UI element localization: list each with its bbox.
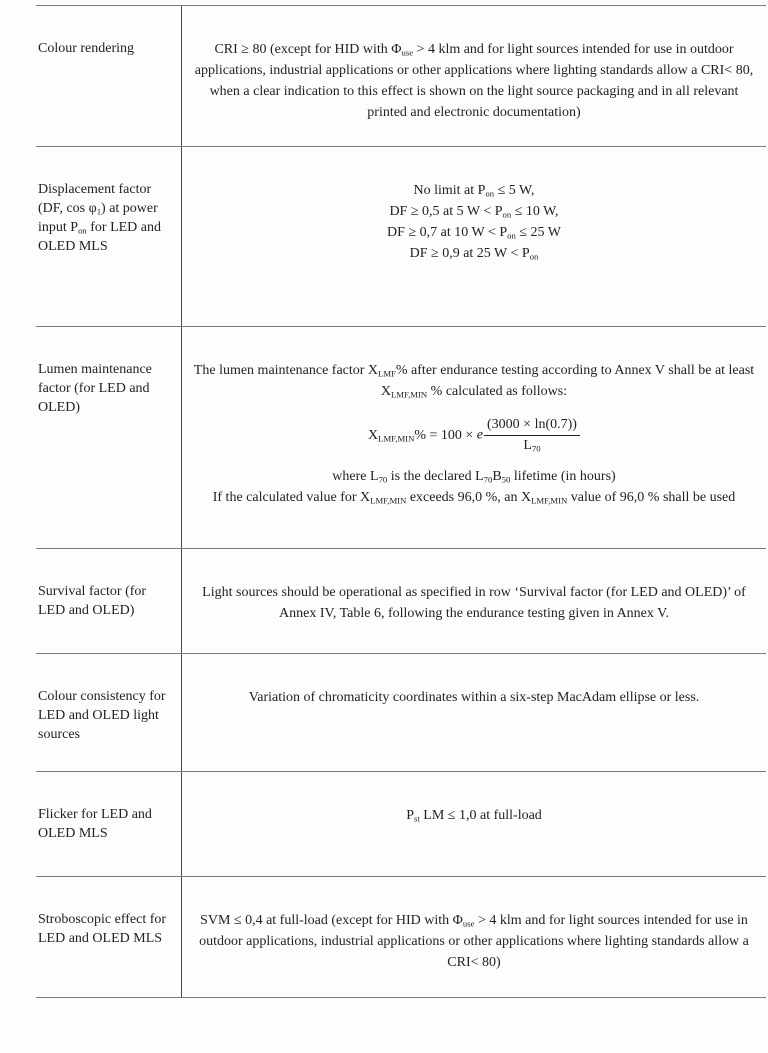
row-label-text: Colour consistency for LED and OLED light sources [38, 689, 166, 742]
row-content-cell [182, 772, 766, 876]
requirement-text: Variation of chromaticity coordinates within a six-step MacAdam ellipse or less. [248, 690, 700, 705]
table-row-colour-rendering [36, 5, 766, 146]
requirement-text: The lumen maintenance factor $X_{LMF}\%$ after endurance testing according to Annex V shall be at least $X_{LMF,MIN}$ % calculated as follows: [193, 363, 755, 400]
df-limit-line: DF ≥ 0,7 at 10 $W < P_{on} \le 25$ W [387, 225, 561, 241]
row-label-text: Displacement factor (DF, $\cos \varphi_1$) at power input $P_{on}$ for LED and OLED MLS [38, 182, 162, 254]
row-content-cell [182, 654, 766, 771]
row-label-cell [36, 549, 182, 653]
row-label-text: Stroboscopic effect for LED and OLED MLS [38, 912, 167, 946]
formula-denominator: $L_{70}$ [523, 438, 541, 454]
table-row-stroboscopic-effect [36, 876, 766, 997]
table-row-lumen-maintenance-factor [36, 326, 766, 548]
row-label-text: Lumen maintenance factor (for LED and OLED) [38, 362, 152, 415]
formula-fraction [484, 415, 580, 456]
light-source-requirements-table [36, 5, 766, 998]
formula-numerator: (3000 × ln(0.7)) [484, 415, 580, 436]
df-limit-line: DF ≥ 0,5 at 5 $W < P_{on} \le 10$ W, [389, 204, 559, 220]
row-label-text: Flicker for LED and OLED MLS [38, 807, 152, 841]
df-limit-line: No limit at $P_{on} \le 5$ W, [413, 183, 535, 199]
row-label-text: Colour rendering [38, 41, 135, 56]
row-content-cell [182, 6, 766, 146]
lumen-maintenance-formula [190, 415, 758, 456]
row-label-cell [36, 654, 182, 771]
row-label-cell [36, 147, 182, 326]
formula-lhs: $X_{LMF,MIN}\% = 100$ × [368, 427, 477, 444]
row-label-cell [36, 6, 182, 146]
row-content-cell [182, 147, 766, 326]
formula-euler-e: e [476, 427, 484, 443]
requirement-text: SVM ≤ 0,4 at full-load (except for HID with $\Phi_{use} > 4$ klm and for light sources intended for use in outdoor applications, industrial applications or other applications where lighting standards allow a CRI< 80) [199, 913, 749, 970]
row-content-cell [182, 877, 766, 997]
table-row-colour-consistency [36, 653, 766, 771]
requirement-text: CRI ≥ 80 (except for HID with $\Phi_{use} > 4$ klm and for light sources intended for use in outdoor applications, industrial applications or other applications where lighting standards allow a CRI< 80, when a clear indication to this effect is shown on the light source packaging and in all relevant printed and electronic documentation) [194, 42, 754, 120]
df-limit-line: DF ≥ 0,9 at 25 $W < P_{on}$ [409, 246, 539, 262]
row-content-cell [182, 327, 766, 548]
formula-cap-note: If the calculated value for $X_{LMF,MIN}$ exceeds 96,0 %, an $X_{LMF,MIN}$ value of 96,0 % shall be used [212, 490, 736, 506]
row-label-cell [36, 877, 182, 997]
row-label-cell [36, 327, 182, 548]
table-row-flicker [36, 771, 766, 876]
table-row-survival-factor [36, 548, 766, 653]
requirement-text: $P_{st}$ LM ≤ 1,0 at full-load [406, 808, 542, 824]
requirement-text: Light sources should be operational as specified in row ‘Survival factor (for LED and OLED)’ of Annex IV, Table 6, following the endurance testing given in Annex V. [202, 585, 746, 621]
row-label-cell [36, 772, 182, 876]
formula-where-clause: where $L_{70}$ is the declared $L_{70}B_{50}$ lifetime (in hours) [332, 469, 616, 485]
table-row-displacement-factor [36, 146, 766, 326]
row-content-cell [182, 549, 766, 653]
row-label-text: Survival factor (for LED and OLED) [38, 584, 147, 618]
